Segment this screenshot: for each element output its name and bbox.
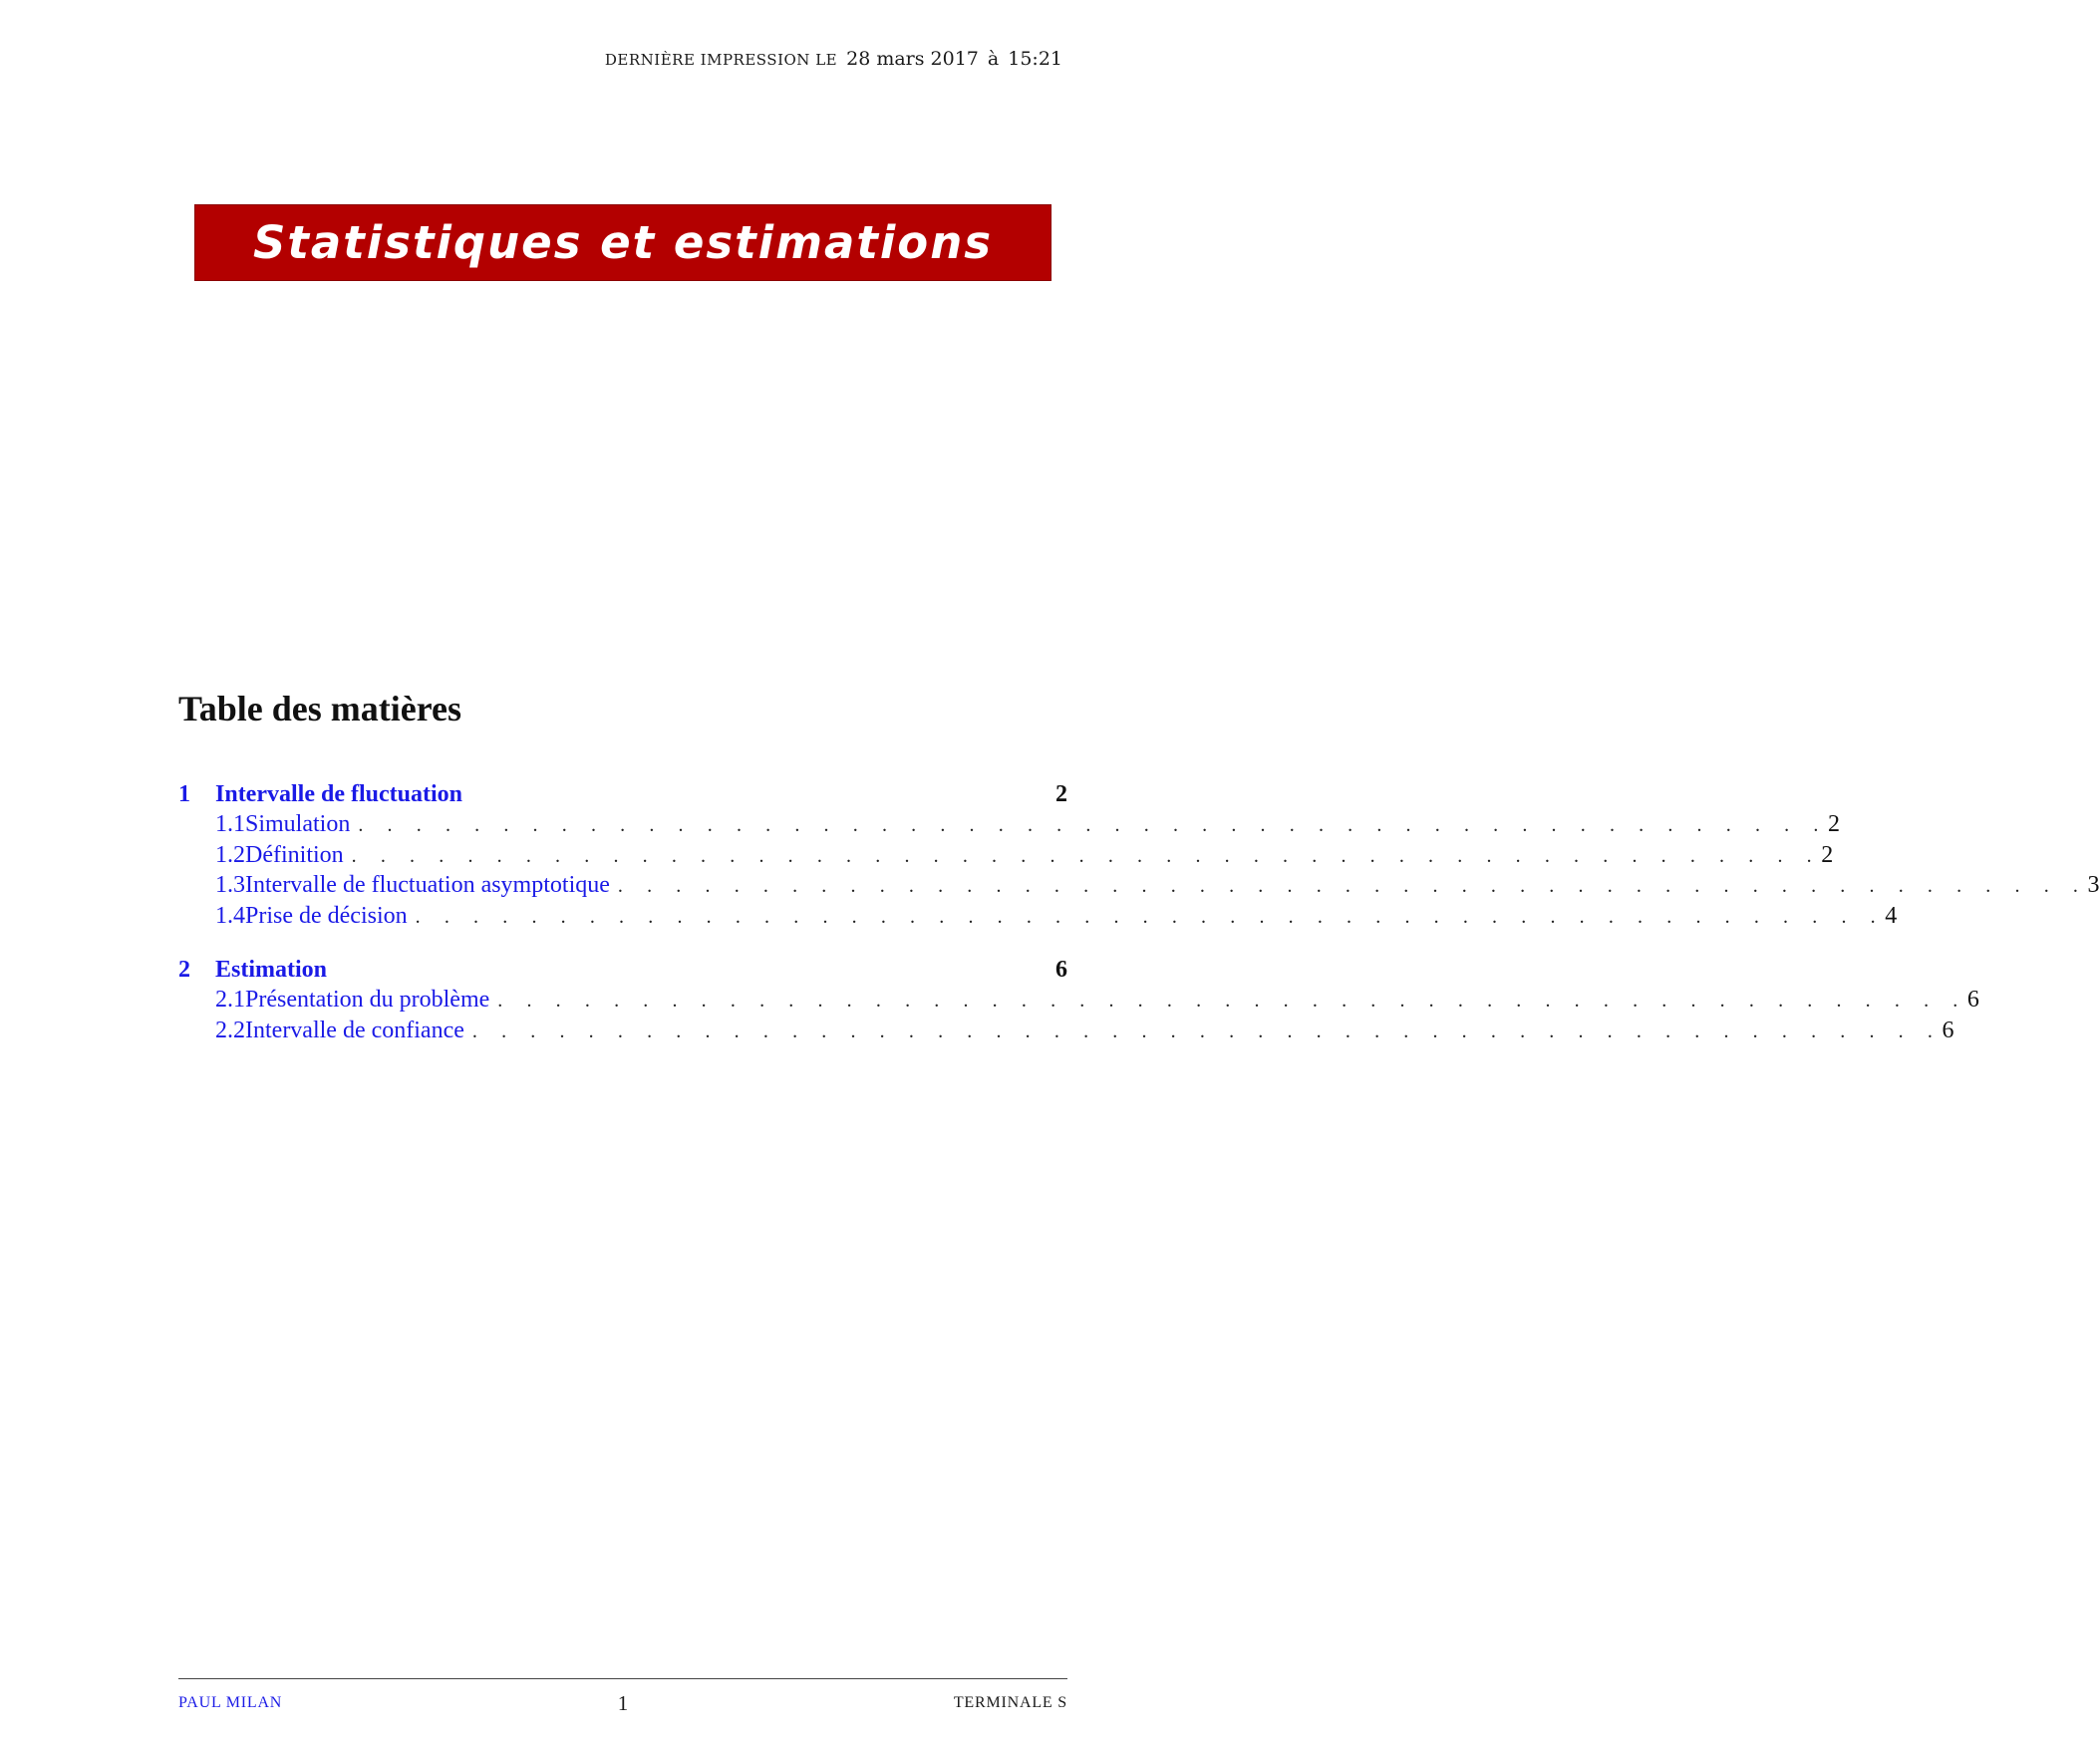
toc-page-number: 2 — [1821, 841, 1834, 868]
toc-section-link[interactable]: Estimation — [215, 957, 328, 983]
toc-section-number: 2 — [178, 957, 190, 983]
toc-subsection-number: 1.1 — [215, 811, 245, 837]
toc-section-number: 1 — [178, 781, 190, 807]
print-separator: à — [987, 48, 1000, 70]
toc-subsection-1-1[interactable] — [178, 811, 1840, 842]
toc-page-number: 6 — [1966, 987, 1979, 1013]
print-date: 28 mars 2017 — [846, 48, 979, 70]
title-banner — [194, 204, 1051, 281]
toc-subsection-link[interactable]: Présentation du problème — [245, 987, 490, 1013]
print-time: 15:21 — [1008, 48, 1062, 70]
toc-subsection-number: 1.4 — [215, 902, 245, 929]
toc-subsection-number: 1.3 — [215, 872, 245, 898]
toc-subsection-number: 2.2 — [215, 1017, 245, 1043]
footer-author: PAUL MILAN — [178, 1694, 283, 1711]
toc-page-number: 6 — [1055, 957, 1067, 983]
footer-divider — [178, 1678, 1067, 1679]
print-label: DERNIÈRE IMPRESSION LE — [604, 51, 838, 69]
toc-subsection-link[interactable]: Simulation — [245, 811, 351, 837]
toc-page-number: 6 — [1942, 1017, 1954, 1043]
toc-page-number: 3 — [2087, 872, 2100, 898]
toc-leader-dots: . . . . . . . . . . . . . . . . . . . . . . . . . . . . . . . . . . . . . . . . . . . . . . . . . . . — [471, 1020, 1943, 1042]
print-date-header — [605, 48, 1062, 70]
page-footer — [178, 1691, 1067, 1715]
toc-section-1[interactable] — [178, 781, 1067, 811]
toc-page-number: 2 — [1827, 811, 1840, 837]
toc-leader-dots: . . . . . . . . . . . . . . . . . . . . . . . . . . . . . . . . . . . . . . . . . . . . . . . . . . . — [497, 990, 1967, 1012]
toc-leader-dots: . . . . . . . . . . . . . . . . . . . . . . . . . . . . . . . . . . . . . . . . . . . . . . . . . . . — [358, 814, 1828, 836]
toc-leader-dots: . . . . . . . . . . . . . . . . . . . . . . . . . . . . . . . . . . . . . . . . . . . . . . . . . . . — [351, 844, 1822, 867]
toc-section-link[interactable]: Intervalle de fluctuation — [215, 781, 462, 807]
toc-subsection-2-1[interactable] — [178, 987, 1979, 1018]
toc-leader-dots: . . . . . . . . . . . . . . . . . . . . . . . . . . . . . . . . . . . . . . . . . . . . . . . . . . . — [415, 905, 1886, 928]
toc-section-2[interactable] — [178, 957, 1067, 987]
toc-subsection-link[interactable]: Définition — [245, 841, 344, 868]
toc-subsection-number: 1.2 — [215, 841, 245, 868]
toc-page-number: 4 — [1885, 902, 1898, 929]
footer-page-number: 1 — [617, 1691, 629, 1715]
document-title: Statistiques et estimations — [252, 216, 994, 269]
footer-level: TERMINALE S — [953, 1694, 1067, 1711]
toc-subsection-2-2[interactable] — [178, 1017, 1954, 1048]
toc-subsection-link[interactable]: Prise de décision — [245, 902, 408, 929]
toc-subsection-1-3[interactable] — [178, 872, 2100, 903]
toc-subsection-1-4[interactable] — [178, 902, 1898, 934]
table-of-contents — [178, 781, 2100, 1047]
toc-leader-dots: . . . . . . . . . . . . . . . . . . . . . . . . . . . . . . . . . . . . . . . . . . . . . . . . . . . — [617, 875, 2088, 897]
toc-heading: Table des matières — [178, 689, 461, 728]
toc-subsection-link[interactable]: Intervalle de confiance — [245, 1017, 464, 1043]
toc-subsection-link[interactable]: Intervalle de fluctuation asymptotique — [245, 872, 610, 898]
toc-page-number: 2 — [1055, 781, 1067, 807]
toc-subsection-number: 2.1 — [215, 987, 245, 1013]
toc-subsection-1-2[interactable] — [178, 841, 1834, 873]
